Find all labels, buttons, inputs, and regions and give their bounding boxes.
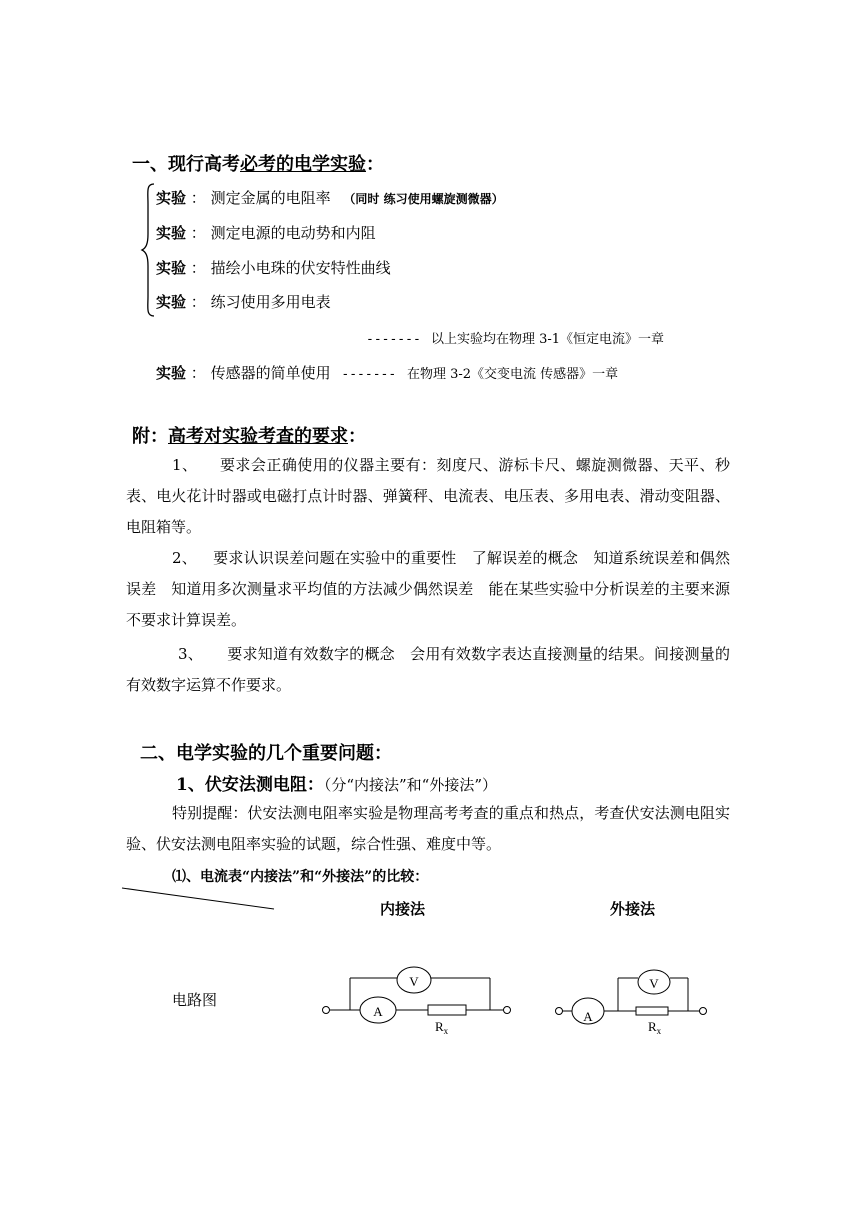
- experiment-sep: ：: [190, 189, 206, 207]
- appendix-item-2: [126, 543, 746, 636]
- table-diagonal-line: [118, 884, 278, 914]
- experiment-text: 传感器的简单使用: [210, 364, 331, 382]
- experiment-label: 实验: [156, 364, 187, 382]
- reminder-label: 特别提醒: [172, 804, 233, 822]
- experiment-label: 实验: [156, 224, 187, 242]
- experiment-label: 实验: [156, 259, 187, 277]
- appendix-suffix: ：: [348, 426, 366, 447]
- experiment-label: 实验: [156, 293, 187, 311]
- circuit-inner-diagram: [320, 960, 520, 1050]
- section1-heading: [132, 150, 384, 176]
- appendix-item-1: [126, 450, 730, 543]
- row-circuit-label: 电路图: [172, 991, 218, 1009]
- column-inner: 内接法: [380, 900, 426, 918]
- experiment-item: [156, 291, 331, 312]
- experiment-text: 描绘小电珠的伏安特性曲线: [210, 259, 391, 277]
- experiment-sep: ：: [190, 293, 206, 311]
- experiment-sep: ：: [190, 259, 206, 277]
- circuit-outer-diagram: [552, 960, 712, 1050]
- column-outer: 外接法: [610, 900, 656, 918]
- experiment-item: [156, 222, 376, 243]
- experiment-item: [156, 257, 391, 278]
- experiment-note: （同时 练习使用螺旋测微器）: [343, 192, 504, 206]
- experiment-text: 测定金属的电阻率: [210, 189, 331, 207]
- curly-brace: [140, 182, 156, 318]
- extra-experiment-note: 在物理 3-2《交变电流 传感器》一章: [406, 367, 619, 382]
- reminder-text: ：伏安法测电阻率实验是物理高考考查的重点和热点，考查伏安法测电阻实验、伏安法测电阻率实验的试题，综合性强、难度中等。: [126, 804, 730, 853]
- appendix-underlined: 高考对实验考查的要求: [168, 426, 348, 447]
- group-note: [366, 328, 664, 347]
- item-text: 要求认识误差问题在实验中的重要性 了解误差的概念 知道系统误差和偶然误差 知道用多次测量求平均值的方法减少偶然误差 能在某些实验中分析误差的主要来源 不要求计算误差。: [126, 549, 746, 629]
- item-text: 要求知道有效数字的概念 会用有效数字表达直接测量的结果。间接测量的有效数字运算不作要求。: [126, 645, 730, 694]
- experiment-sep: ：: [190, 224, 206, 242]
- experiment-item: [156, 187, 504, 208]
- item-number: 2、: [172, 549, 197, 567]
- special-reminder: [126, 798, 730, 860]
- voltmeter-symbol: V: [649, 976, 659, 991]
- extra-experiment: [156, 362, 618, 383]
- appendix-item-3: [126, 639, 730, 701]
- section1-underlined: 必考的电学实验: [240, 154, 366, 175]
- appendix-heading: [132, 422, 366, 448]
- experiment-text: 练习使用多用电表: [210, 293, 331, 311]
- group-note-text: 以上实验均在物理 3-1《恒定电流》一章: [430, 332, 665, 347]
- voltmeter-symbol: V: [409, 974, 419, 989]
- experiment-sep: ：: [190, 364, 206, 382]
- resistor-label: $R_x$: [648, 1019, 662, 1036]
- dashes: -------: [366, 332, 421, 347]
- item-number: 1、: [172, 456, 198, 474]
- ammeter-symbol: A: [583, 1009, 593, 1024]
- dashes: -------: [341, 367, 397, 382]
- appendix-prefix: 附：: [132, 426, 168, 447]
- experiment-label: 实验: [156, 189, 187, 207]
- item-text: 要求会正确使用的仪器主要有：刻度尺、游标卡尺、螺旋测微器、天平、秒表、电火花计时器或电磁打点计时器、弹簧秤、电流表、电压表、多用电表、滑动变阻器、电阻箱等。: [126, 456, 730, 536]
- ammeter-symbol: A: [373, 1004, 383, 1019]
- section1-prefix: 一、现行高考: [132, 154, 240, 175]
- sub1-heading: [176, 770, 497, 795]
- sub1-note: （分“内接法”和“外接法”）: [323, 776, 498, 794]
- experiment-text: 测定电源的电动势和内阻: [210, 224, 376, 242]
- comparison-title: ⑴、电流表“内接法”和“外接法”的比较：: [172, 869, 429, 885]
- sub1-title: 1、伏安法测电阻：: [176, 775, 324, 795]
- section1-suffix: ：: [366, 154, 384, 175]
- item-number: 3、: [178, 645, 204, 663]
- resistor-label: $R_x$: [435, 1019, 449, 1036]
- section2-heading: 二、电学实验的几个重要问题：: [140, 743, 392, 764]
